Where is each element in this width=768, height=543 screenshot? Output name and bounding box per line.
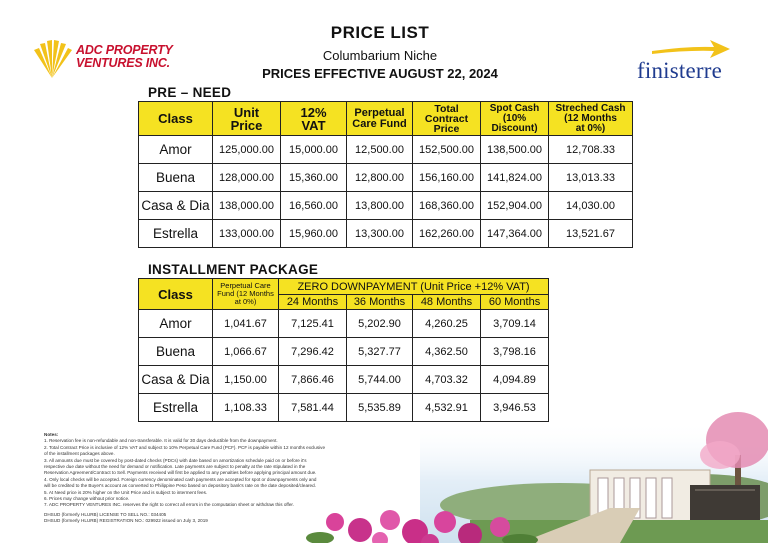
cell-pcf: 1,066.67: [213, 338, 279, 366]
installment-table: [138, 278, 549, 422]
note-line: 1. Reservation fee is non-refundable and non-transferable. It is valid for 30 days deductible from the downpayment.: [44, 438, 278, 444]
col-zero-downpayment: ZERO DOWNPAYMENT (Unit Price +12% VAT): [279, 279, 549, 295]
col-class: Class: [139, 279, 213, 310]
table-row: [139, 192, 633, 220]
cell-36m: 5,535.89: [347, 394, 413, 422]
table-row: [139, 394, 549, 422]
cell-60m: 3,709.14: [481, 310, 549, 338]
cell-pcf: 12,500.00: [347, 136, 413, 164]
cell-48m: 4,362.50: [413, 338, 481, 366]
notes-title: Notes:: [44, 432, 59, 437]
note-line: respective due date without the need for demand or notification. Late payments are subject to penalty at the rate stipulated in the: [44, 464, 306, 470]
cell-24m: 7,581.44: [279, 394, 347, 422]
cell-stretched: 13,013.33: [549, 164, 633, 192]
cell-vat: 15,960.00: [281, 220, 347, 248]
cell-unit-price: 128,000.00: [213, 164, 281, 192]
cell-class: Estrella: [139, 220, 213, 248]
cell-36m: 5,327.77: [347, 338, 413, 366]
col-total-contract: Total Contract Price: [413, 102, 481, 136]
table-row: [139, 338, 549, 366]
preneed-title: PRE – NEED: [148, 85, 232, 100]
col-36-months: 36 Months: [347, 295, 413, 310]
cell-unit-price: 133,000.00: [213, 220, 281, 248]
cell-tcp: 168,360.00: [413, 192, 481, 220]
preneed-table: [138, 101, 633, 248]
page-title: PRICE LIST: [330, 23, 430, 42]
page-subtitle: Columbarium Niche: [322, 48, 438, 63]
cell-vat: 16,560.00: [281, 192, 347, 220]
cell-class: Estrella: [139, 394, 213, 422]
effective-date: PRICES EFFECTIVE AUGUST 22, 2024: [262, 66, 498, 81]
col-60-months: 60 Months: [481, 295, 549, 310]
cell-stretched: 14,030.00: [549, 192, 633, 220]
cell-class: Amor: [139, 310, 213, 338]
cell-24m: 7,866.46: [279, 366, 347, 394]
installment-title: INSTALLMENT PACKAGE: [148, 262, 319, 277]
note-line: 6. Prices may change without prior notice.: [44, 496, 130, 502]
cell-pcf: 13,800.00: [347, 192, 413, 220]
registration-line: DHSUD (formerly HLURB) REGISTRATION NO.: 029922 issued on July 3, 2019: [44, 518, 208, 524]
note-line: of the installment packages above.: [44, 451, 115, 457]
cell-spot: 152,904.00: [481, 192, 549, 220]
cell-36m: 5,744.00: [347, 366, 413, 394]
cell-spot: 141,824.00: [481, 164, 549, 192]
page-header: [230, 23, 530, 81]
logo-name-line1: ADC PROPERTY: [76, 43, 173, 57]
cell-stretched: 13,521.67: [549, 220, 633, 248]
cell-vat: 15,360.00: [281, 164, 347, 192]
cell-vat: 15,000.00: [281, 136, 347, 164]
cell-60m: 3,798.16: [481, 338, 549, 366]
notes-section: [44, 432, 404, 525]
col-vat: 12% VAT: [281, 102, 347, 136]
logo-name-line2: VENTURES INC.: [76, 56, 170, 70]
cell-class: Casa & Dia: [139, 366, 213, 394]
cell-pcf: 1,108.33: [213, 394, 279, 422]
cell-24m: 7,296.42: [279, 338, 347, 366]
note-line: 5. At Need price is 20% higher on the Unit Price and is subject to interment fees.: [44, 489, 208, 495]
cell-48m: 4,260.25: [413, 310, 481, 338]
cell-unit-price: 138,000.00: [213, 192, 281, 220]
cell-class: Buena: [139, 338, 213, 366]
cell-class: Amor: [139, 136, 213, 164]
finisterre-logo: [634, 38, 746, 84]
note-line: 4. Only local checks will be accepted. Foreign currency denominated cash payments are accepted for spot or downpayments only and: [44, 476, 317, 482]
arrow-icon: [652, 38, 732, 60]
license-line: DHSUD (formerly HLURB) LICENSE TO SELL NO.: 034405: [44, 511, 167, 517]
cell-pcf: 12,800.00: [347, 164, 413, 192]
cell-48m: 4,703.32: [413, 366, 481, 394]
table-row: [139, 220, 633, 248]
table-header-row: [139, 102, 633, 136]
col-24-months: 24 Months: [279, 295, 347, 310]
shell-icon: [30, 38, 74, 80]
cell-60m: 3,946.53: [481, 394, 549, 422]
col-48-months: 48 Months: [413, 295, 481, 310]
note-line: 7. ADC PROPERTY VENTURES INC. reserves the right to correct all errors in the computation sheet or withdraw this offer.: [44, 502, 294, 508]
cell-spot: 147,364.00: [481, 220, 549, 248]
note-line: will be credited to the Buyer's account as converted to Philippine Peso based on depository bank's rate on the date deposited/cleared.: [44, 483, 316, 489]
cell-spot: 138,500.00: [481, 136, 549, 164]
note-line: 3. All amounts due must be covered by post-dated checks (PDCs) with date based on amortization schedule paid on or before it's: [44, 457, 307, 463]
cell-pcf: 1,150.00: [213, 366, 279, 394]
note-line: 2. Total Contract Price is inclusive of 12% VAT and subject to 10% Perpetual Care Fund (PCF). PCF is payable within 12 months exclusive: [44, 444, 326, 450]
cell-pcf: 13,300.00: [347, 220, 413, 248]
table-header-row: [139, 279, 549, 295]
note-line: Reservation Agreement/Contract to Sell. Payments received will first be applied to any penalties before applying principal amount due.: [44, 470, 317, 476]
col-unit-price: Unit Price: [213, 102, 281, 136]
table-row: [139, 164, 633, 192]
cell-class: Casa & Dia: [139, 192, 213, 220]
cell-60m: 4,094.89: [481, 366, 549, 394]
brand-name: finisterre: [637, 58, 723, 83]
cell-stretched: 12,708.33: [549, 136, 633, 164]
cell-unit-price: 125,000.00: [213, 136, 281, 164]
col-spot-cash: Spot Cash (10% Discount): [481, 102, 549, 136]
table-row: [139, 310, 549, 338]
col-stretched-cash: Streched Cash (12 Months at 0%): [549, 102, 633, 136]
table-row: [139, 366, 549, 394]
col-class: Class: [139, 102, 213, 136]
cell-tcp: 152,500.00: [413, 136, 481, 164]
cell-class: Buena: [139, 164, 213, 192]
col-perpetual-care: Perpetual Care Fund (12 Months at 0%): [213, 279, 279, 310]
cell-24m: 7,125.41: [279, 310, 347, 338]
cell-36m: 5,202.90: [347, 310, 413, 338]
table-row: [139, 136, 633, 164]
col-perpetual-care: Perpetual Care Fund: [347, 102, 413, 136]
cell-48m: 4,532.91: [413, 394, 481, 422]
cell-pcf: 1,041.67: [213, 310, 279, 338]
cell-tcp: 162,260.00: [413, 220, 481, 248]
cell-tcp: 156,160.00: [413, 164, 481, 192]
adc-logo: [30, 38, 180, 80]
